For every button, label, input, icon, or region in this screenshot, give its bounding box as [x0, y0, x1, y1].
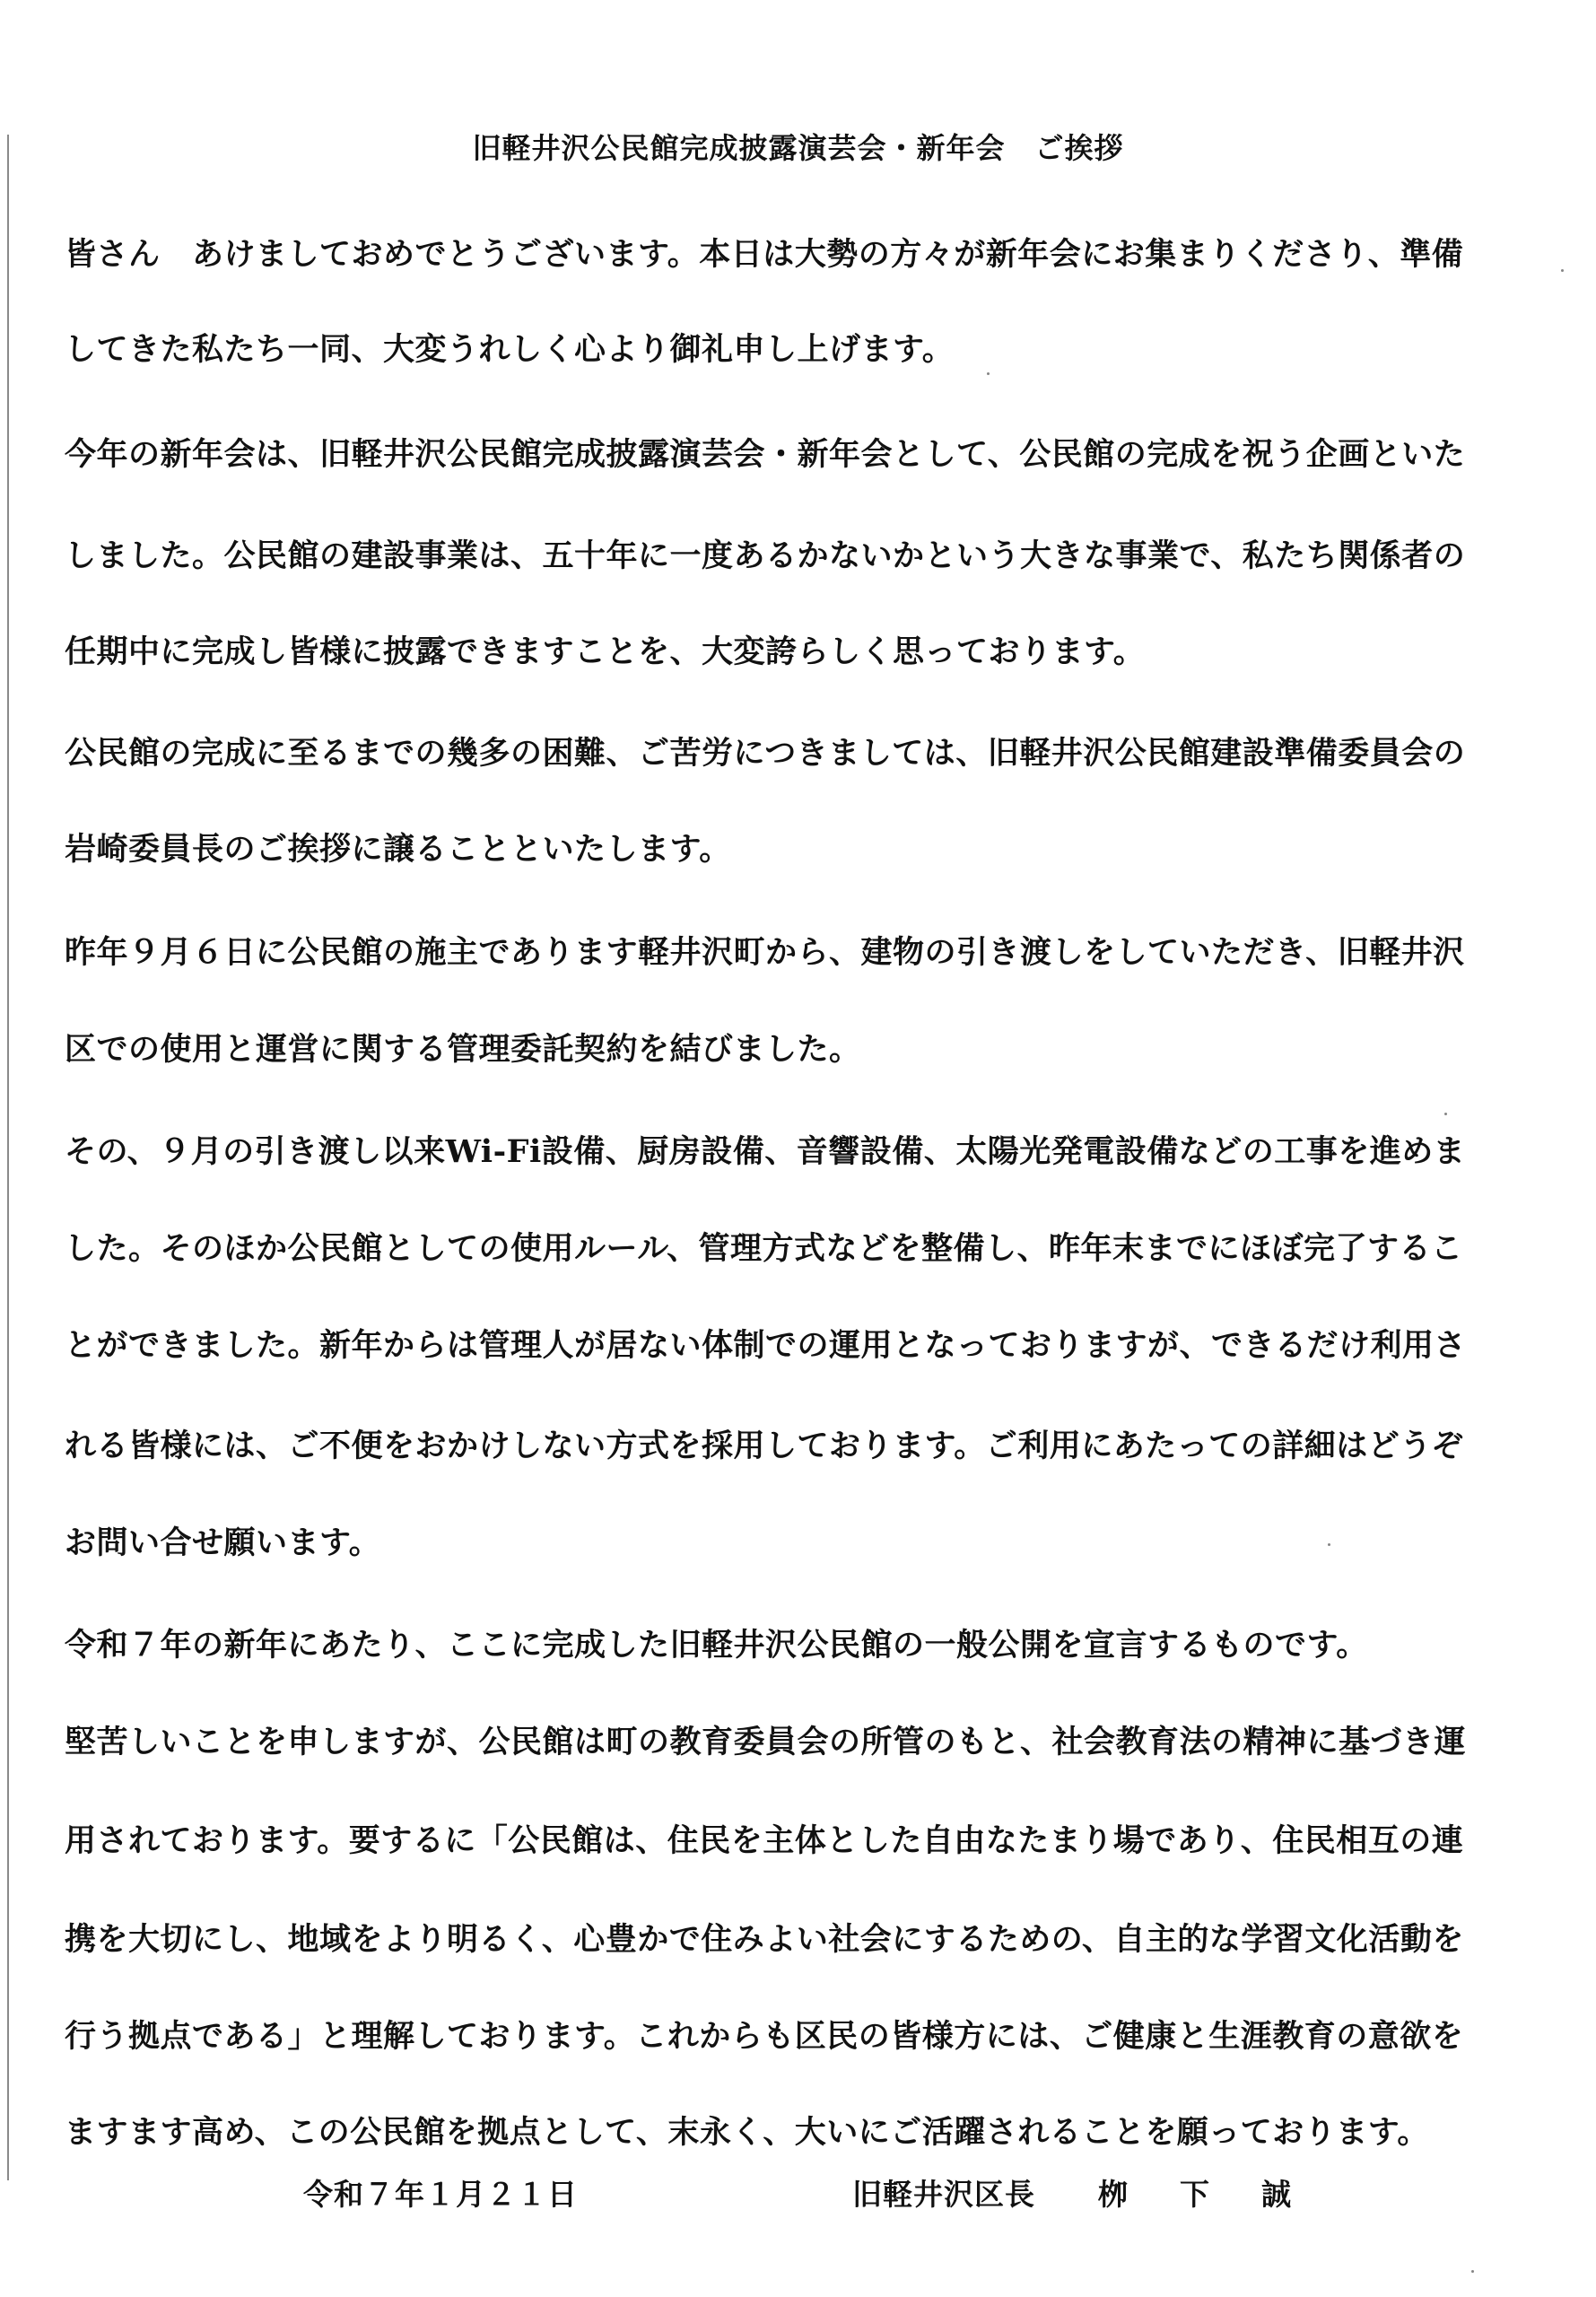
body-line: 皆さん あけましておめでとうございます。本日は大勢の方々が新年会にお集まりくださり、準備: [65, 236, 1464, 273]
document-title: 旧軽井沢公民館完成披露演芸会・新年会 ご挨拶: [472, 131, 1124, 165]
body-line: 行う拠点である」と理解しております。これからも区民の皆様方には、ご健康と生涯教育の意欲を: [65, 2018, 1464, 2055]
body-line: その、９月の引き渡し以来Wi-Fi設備、厨房設備、音響設備、太陽光発電設備などの工事を進めま: [65, 1133, 1466, 1170]
body-line: ますます高め、この公民館を拠点として、末永く、大いにご活躍されることを願っております。: [65, 2114, 1429, 2151]
body-line: しました。公民館の建設事業は、五十年に一度あるかないかという大きな事業で、私たち関係者の: [65, 537, 1466, 574]
body-line: 堅苦しいことを申しますが、公民館は町の教育委員会の所管のもと、社会教育法の精神に基づき運: [65, 1724, 1467, 1760]
body-line: 任期中に完成し皆様に披露できますことを、大変誇らしく思っております。: [65, 633, 1146, 670]
scan-speck: [1561, 269, 1564, 272]
body-line: してきた私たち一同、大変うれしく心より御礼申し上げます。: [65, 331, 955, 368]
signer-name: 栁下誠: [1098, 2177, 1343, 2212]
body-line: 公民館の完成に至るまでの幾多の困難、ご苦労につきましては、旧軽井沢公民館建設準備委員会の: [65, 735, 1466, 772]
body-line: 用されております。要するに「公民館は、住民を主体とした自由なたまり場であり、住民相互の連: [65, 1822, 1464, 1859]
body-line: 区での使用と運営に関する管理委託契約を結びました。: [65, 1031, 861, 1068]
scan-speck: [1328, 1543, 1330, 1546]
body-line: れる皆様には、ご不便をおかけしない方式を採用しております。ご利用にあたっての詳細はどうぞ: [65, 1428, 1464, 1464]
signer-role: 旧軽井沢区長: [852, 2177, 1035, 2212]
scan-speck: [1444, 1113, 1447, 1115]
scan-edge-line: [7, 135, 9, 2180]
signature-block: [852, 2171, 1343, 2214]
scan-speck: [987, 372, 990, 375]
body-line: 携を大切にし、地域をより明るく、心豊かで住みよい社会にするための、自主的な学習文化活動を: [65, 1921, 1464, 1958]
signature-date: 令和７年１月２１日: [303, 2177, 578, 2212]
body-line: 岩崎委員長のご挨拶に譲ることといたします。: [65, 831, 731, 868]
body-line: 令和７年の新年にあたり、ここに完成した旧軽井沢公民館の一般公開を宣言するものです。: [65, 1627, 1368, 1664]
body-line: 今年の新年会は、旧軽井沢公民館完成披露演芸会・新年会として、公民館の完成を祝う企画といた: [65, 436, 1466, 473]
body-line: 昨年９月６日に公民館の施主であります軽井沢町から、建物の引き渡しをしていただき、旧軽井沢: [65, 934, 1465, 971]
scan-speck: [1471, 2270, 1474, 2273]
body-line: お問い合せ願います。: [65, 1524, 381, 1561]
body-line: した。そのほか公民館としての使用ルール、管理方式などを整備し、昨年末までにほぼ完了するこ: [65, 1230, 1463, 1267]
body-line: とができました。新年からは管理人が居ない体制での運用となっておりますが、できるだけ利用さ: [65, 1327, 1467, 1364]
